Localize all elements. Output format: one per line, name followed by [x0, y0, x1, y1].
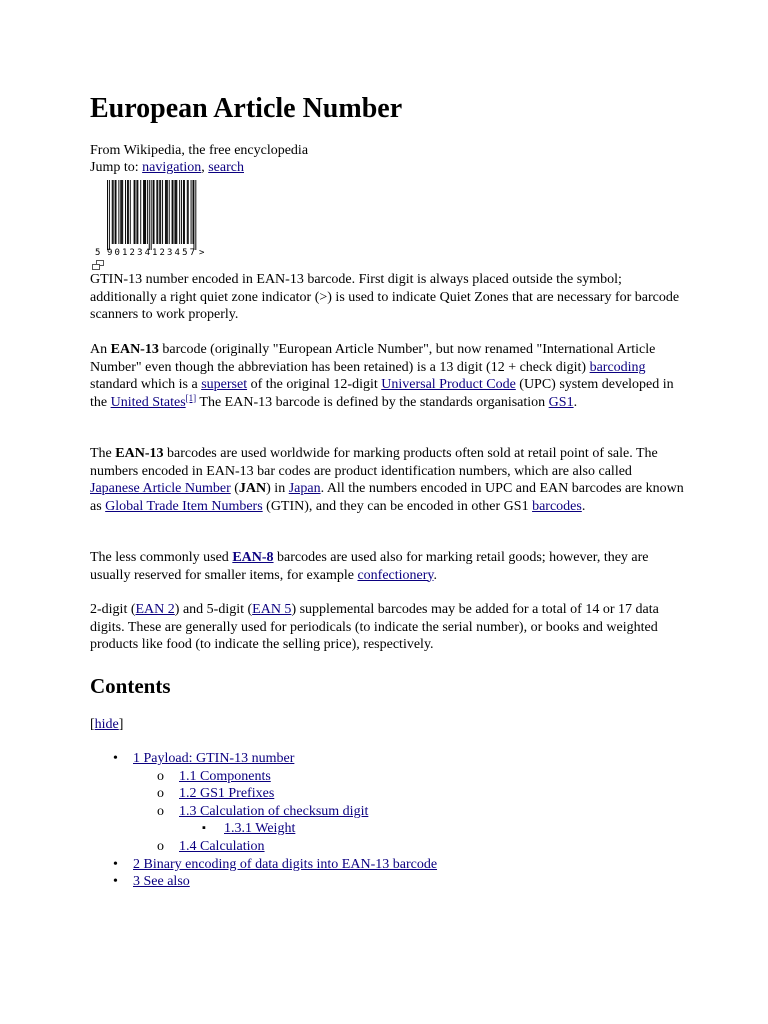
barcode-bar	[121, 180, 122, 244]
barcode-bar	[143, 180, 144, 244]
barcode-bar	[136, 180, 137, 244]
barcode-bars	[107, 180, 196, 250]
toc-item-3[interactable]: 3 See also	[133, 874, 190, 889]
text: .	[581, 498, 586, 514]
toc-hide-link[interactable]: hide	[94, 717, 119, 732]
barcode-bar	[175, 180, 176, 244]
intro-paragraph-2	[90, 445, 685, 515]
toc-bullet-disc: •	[113, 751, 118, 766]
text: (	[230, 481, 239, 496]
barcode-bar	[179, 180, 180, 244]
barcode-bar	[184, 180, 185, 244]
barcode-bar	[130, 180, 131, 244]
magnify-icon[interactable]	[92, 260, 104, 270]
barcode-bar	[151, 180, 152, 250]
intro-paragraph-1	[90, 341, 685, 411]
text: barcode (originally "European Article Number", but now renamed "International Article Number" even though the abbreviation has been retained) is a 13 digit (12 + check digit)	[90, 342, 656, 375]
link-confectionery[interactable]: confectionery	[357, 567, 434, 583]
barcode-right-digits: 123457	[152, 248, 195, 258]
toc-bullet-circle: o	[157, 839, 164, 854]
text: The EAN-13 barcode is defined by the standards organisation	[196, 394, 549, 410]
jump-search-link[interactable]: search	[208, 160, 244, 175]
page-title: European Article Number	[90, 93, 403, 124]
toc-item-1-1[interactable]: 1.1 Components	[179, 769, 271, 784]
toc-bullet-square: ▪	[202, 822, 206, 834]
barcode-bar	[160, 180, 161, 244]
barcode-bar	[127, 180, 128, 244]
barcode-bar	[195, 180, 196, 250]
barcode-bar	[181, 180, 182, 244]
barcode-bar	[162, 180, 163, 244]
bracket-open: [	[90, 717, 95, 732]
text: ) and 5-digit (	[174, 602, 253, 617]
barcode-bar	[122, 180, 123, 244]
barcode-bar	[188, 180, 189, 244]
barcode-quiet-zone-indicator: >	[199, 248, 205, 258]
barcode-bar	[176, 180, 177, 244]
barcode-bar	[116, 180, 117, 244]
toc-bullet-circle: o	[157, 786, 164, 801]
barcode-bar	[120, 180, 121, 244]
text: ) supplemental barcodes may be added for a total of 14 or 17 data digits. These are generally used for periodicals (to indicate the serial number), or books and weighted products like food (to indicate the selling price), respectively.	[90, 602, 659, 652]
text: .	[573, 394, 578, 410]
toc-item-2[interactable]: 2 Binary encoding of data digits into EAN-13 barcode	[133, 857, 438, 872]
barcode-bar	[115, 180, 116, 244]
site-sub: From Wikipedia, the free encyclopedia	[90, 143, 309, 158]
jump-to-label: Jump to:	[90, 160, 143, 175]
barcode-bar	[125, 180, 126, 244]
link-united-states[interactable]: United States	[110, 394, 186, 410]
barcode-bar	[165, 180, 166, 244]
link-global-trade-item-numbers[interactable]: Global Trade Item Numbers	[105, 498, 263, 514]
barcode-bar	[173, 180, 174, 244]
intro-paragraph-3	[90, 549, 685, 584]
toc-item-1[interactable]: 1 Payload: GTIN-13 number	[133, 751, 295, 766]
barcode-bar	[112, 180, 113, 244]
toc-item-1-2[interactable]: 1.2 GS1 Prefixes	[179, 786, 275, 801]
toc-bullet-circle: o	[157, 769, 164, 784]
reference-1-link[interactable]: [1]	[185, 392, 197, 403]
text: of the original 12-digit	[247, 377, 382, 392]
ean13-barcode-image[interactable]	[95, 180, 211, 258]
barcode-bar	[191, 180, 192, 244]
toc-item-1-3[interactable]: 1.3 Calculation of checksum digit	[179, 804, 369, 819]
text: barcodes are used also for marking retail goods; however, they are usually reserved for smaller items, for example	[90, 550, 649, 583]
jump-links	[90, 159, 244, 177]
barcode-bar	[187, 180, 188, 244]
barcode-bar	[159, 180, 160, 244]
barcode-left-digits: 901234	[107, 248, 150, 258]
barcode-bar	[109, 180, 110, 250]
barcode-bar	[193, 180, 194, 244]
barcode-bar	[118, 180, 119, 244]
barcode-bar	[172, 180, 173, 244]
link-ean-2[interactable]: EAN 2	[135, 602, 175, 617]
toc-item-1-3-1[interactable]: 1.3.1 Weight	[224, 821, 296, 836]
link-universal-product-code[interactable]: Universal Product Code	[381, 377, 516, 392]
text: 2-digit (	[90, 602, 136, 617]
toc-bullet-disc: •	[113, 874, 118, 889]
barcode-bar	[107, 180, 108, 250]
barcode-bar	[128, 180, 129, 244]
link-superset[interactable]: superset	[201, 377, 248, 392]
barcode-bar	[145, 180, 146, 244]
text: An	[90, 342, 111, 357]
barcode-bar	[149, 180, 150, 250]
text: (UPC) system developed in the	[90, 377, 674, 410]
link-japan[interactable]: Japan	[288, 481, 321, 496]
text: ) in	[266, 481, 289, 496]
barcode-bar	[134, 180, 135, 244]
barcode-bar	[144, 180, 145, 244]
contents-heading: Contents	[90, 674, 171, 698]
image-caption: GTIN-13 number encoded in EAN-13 barcode. First digit is always placed outside the symbol; additionally a right quiet zone indicator (>) is used to indicate Quiet Zones that are necessary for barcode scanners to work properly.	[90, 272, 680, 322]
link-ean-5[interactable]: EAN 5	[252, 602, 292, 617]
toc-bullet-circle: o	[157, 804, 164, 819]
toc-hide-toggle	[90, 716, 123, 734]
barcode-bar	[154, 180, 155, 244]
link-gs1[interactable]: GS1	[548, 394, 574, 410]
link-ean-8[interactable]: EAN-8	[232, 550, 274, 565]
barcode-bar	[153, 180, 154, 244]
jump-navigation-link[interactable]: navigation	[142, 160, 202, 175]
barcode-bar	[166, 180, 167, 244]
barcode-bar	[113, 180, 114, 244]
link-japanese-article-number[interactable]: Japanese Article Number	[90, 481, 231, 496]
term-ean13: EAN-13	[110, 342, 159, 357]
toc-bullet-disc: •	[113, 857, 118, 872]
term-ean13: EAN-13	[115, 446, 164, 461]
barcode-bar	[137, 180, 138, 244]
text: (GTIN), and they can be encoded in other GS1	[262, 498, 533, 514]
text: barcodes are used worldwide for marking products often sold at retail point of sale. The numbers encoded in EAN-13 bar codes are product identification numbers, which are also called	[90, 446, 658, 479]
barcode-bar	[157, 180, 158, 244]
text: standard which is a	[90, 377, 202, 392]
bracket-close: ]	[118, 717, 124, 732]
barcode-bar	[174, 180, 175, 244]
barcode-bar	[169, 180, 170, 244]
intro-paragraph-4	[90, 601, 685, 654]
barcode-bar	[140, 180, 141, 244]
barcode-bar	[167, 180, 168, 244]
toc-item-1-4[interactable]: 1.4 Calculation	[179, 839, 265, 854]
text: .	[433, 567, 438, 583]
barcode-bar	[147, 180, 148, 244]
barcode-bar	[156, 180, 157, 244]
barcode-bar	[135, 180, 136, 244]
barcode-bar	[183, 180, 184, 244]
text: . All the numbers encoded in UPC and EAN barcodes are known as	[90, 481, 684, 514]
link-barcodes[interactable]: barcodes	[532, 498, 582, 514]
text: The	[90, 446, 116, 461]
text: The less commonly used	[90, 550, 233, 565]
barcode-bar	[193, 180, 194, 250]
barcode-first-digit: 5	[95, 248, 101, 258]
term-jan: JAN	[238, 481, 267, 496]
link-barcoding[interactable]: barcoding	[589, 359, 646, 375]
jump-separator: ,	[201, 160, 209, 175]
